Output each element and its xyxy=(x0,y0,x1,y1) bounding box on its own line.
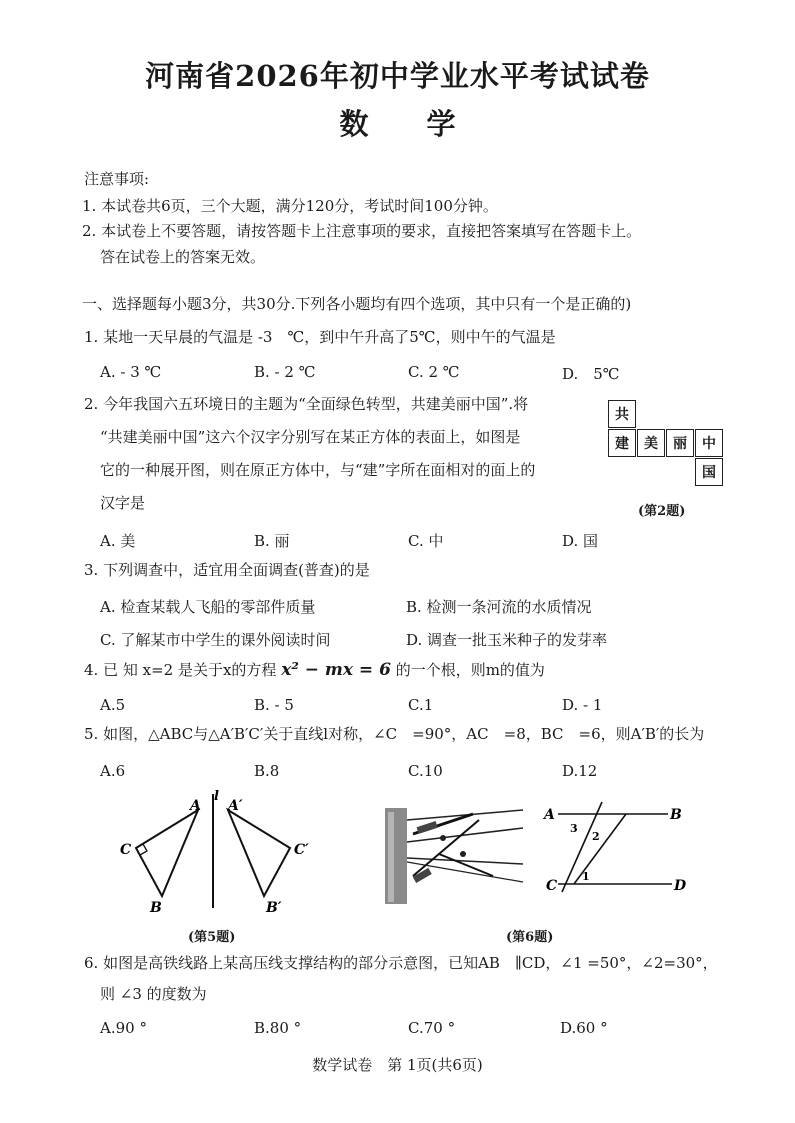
section-heading: 一、选择题每小题3分，共30分.下列各小题均有四个选项，其中只有一个是正确的) xyxy=(82,295,632,313)
q6-option-a: A.90 ° xyxy=(100,1019,147,1037)
cube-net-figure xyxy=(608,400,724,490)
notice-item-2-cont: 答在试卷上的答案无效。 xyxy=(100,248,266,266)
q2-line-4: 汉字是 xyxy=(100,494,146,512)
net-cell-jian: 建 xyxy=(608,429,636,457)
label-b-prime: B′ xyxy=(266,900,282,916)
net-cell-zhong: 中 xyxy=(695,429,723,457)
q2-line-1: 2. 今年我国六五环境日的主题为“全面绿色转型，共建美丽中国”.将 xyxy=(84,395,529,413)
net-cell-gong: 共 xyxy=(608,400,636,428)
q4-option-d: D. - 1 xyxy=(562,696,603,714)
q6-option-c: C.70 ° xyxy=(408,1019,456,1037)
label-a-prime: A′ xyxy=(228,798,243,814)
label-b: B xyxy=(670,807,682,823)
q4-stem-after: 的一个根，则m的值为 xyxy=(395,661,545,679)
q2-option-b: B. 丽 xyxy=(254,532,290,550)
q4-option-b: B. - 5 xyxy=(254,696,294,714)
q2-option-a: A. 美 xyxy=(100,532,136,550)
label-l: l xyxy=(214,789,219,804)
label-a: A xyxy=(544,807,555,823)
label-b: B xyxy=(150,900,162,916)
label-c: C xyxy=(546,878,558,894)
notice-heading: 注意事项: xyxy=(84,170,150,188)
q6-line-2: 则 ∠3 的度数为 xyxy=(100,985,207,1003)
q6-option-d: D.60 ° xyxy=(560,1019,608,1037)
notice-item-2: 2. 本试卷上不要答题，请按答题卡上注意事项的要求，直接把答案填写在答题卡上。 xyxy=(82,222,642,240)
q2-figure-caption: (第2题) xyxy=(638,504,686,519)
label-a: A xyxy=(190,798,201,814)
q1-option-b: B. - 2 ℃ xyxy=(254,363,316,381)
q1-stem: 1. 某地一天早晨的气温是 -3 ℃，到中午升高了5℃，则中午的气温是 xyxy=(84,328,556,346)
paper-title: 河南省2026年初中学业水平考试试卷 xyxy=(145,59,650,93)
q2-line-3: 它的一种展开图，则在原正方体中，与“建”字所在面相对的面上的 xyxy=(100,461,536,479)
notice-item-1: 1. 本试卷共6页，三个大题，满分120分，考试时间100分钟。 xyxy=(82,197,498,215)
q5-option-a: A.6 xyxy=(100,762,126,780)
q6-figure-caption: (第6题) xyxy=(506,930,554,945)
page-footer: 数学试卷 第 1页(共6页) xyxy=(312,1056,483,1074)
q2-option-d: D. 国 xyxy=(562,532,599,550)
q5-option-c: C.10 xyxy=(408,762,443,780)
q6-diagram-figure xyxy=(540,800,690,900)
q5-option-d: D.12 xyxy=(562,762,598,780)
net-cell-li: 丽 xyxy=(666,429,694,457)
q6-photo-figure xyxy=(383,802,525,906)
angle-1-label: 1 xyxy=(582,870,590,883)
q2-line-2: “共建美丽中国”这六个汉字分别写在某正方体的表面上，如图是 xyxy=(100,428,521,446)
q4-stem xyxy=(84,662,545,679)
triangle-abc xyxy=(136,810,198,896)
q1-option-d: D. 5℃ xyxy=(562,365,620,383)
q4-option-c: C.1 xyxy=(408,696,434,714)
q2-option-c: C. 中 xyxy=(408,532,444,550)
angle-2-label: 2 xyxy=(592,830,600,843)
q5-figure xyxy=(110,788,330,918)
angle-3-label: 3 xyxy=(570,822,578,835)
label-c-prime: C′ xyxy=(294,842,309,858)
paper-subject: 数 学 xyxy=(339,107,456,141)
q5-stem: 5. 如图，△ABC与△A′B′C′关于直线l对称，∠C =90°，AC =8，BC =6，则A′B′的长为 xyxy=(84,725,705,743)
label-c: C xyxy=(120,842,132,858)
q3-option-d: D. 调查一批玉米种子的发芽率 xyxy=(406,631,608,649)
q1-option-c: C. 2 ℃ xyxy=(408,363,460,381)
q6-line-1: 6. 如图是高铁线路上某高压线支撑结构的部分示意图，已知AB ∥CD，∠1 =50°，∠2=30°， xyxy=(84,954,718,972)
net-cell-guo: 国 xyxy=(695,458,723,486)
q5-option-b: B.8 xyxy=(254,762,280,780)
q1-option-a: A. - 3 ℃ xyxy=(100,363,162,381)
q3-option-b: B. 检测一条河流的水质情况 xyxy=(406,598,592,616)
q6-option-b: B.80 ° xyxy=(254,1019,302,1037)
q3-option-c: C. 了解某市中学生的课外阅读时间 xyxy=(100,631,331,649)
q3-option-a: A. 检查某载人飞船的零部件质量 xyxy=(100,598,316,616)
net-cell-mei: 美 xyxy=(637,429,665,457)
q4-option-a: A.5 xyxy=(100,696,126,714)
q3-stem: 3. 下列调查中，适宜用全面调查(普查)的是 xyxy=(84,561,370,579)
q4-stem-before: 4. 已 知 x=2 是关于x的方程 xyxy=(84,661,277,679)
triangle-a1b1c1 xyxy=(228,810,290,896)
q4-equation: x² − mx = 6 xyxy=(281,660,391,680)
label-d: D xyxy=(674,878,687,894)
q5-figure-caption: (第5题) xyxy=(188,930,236,945)
